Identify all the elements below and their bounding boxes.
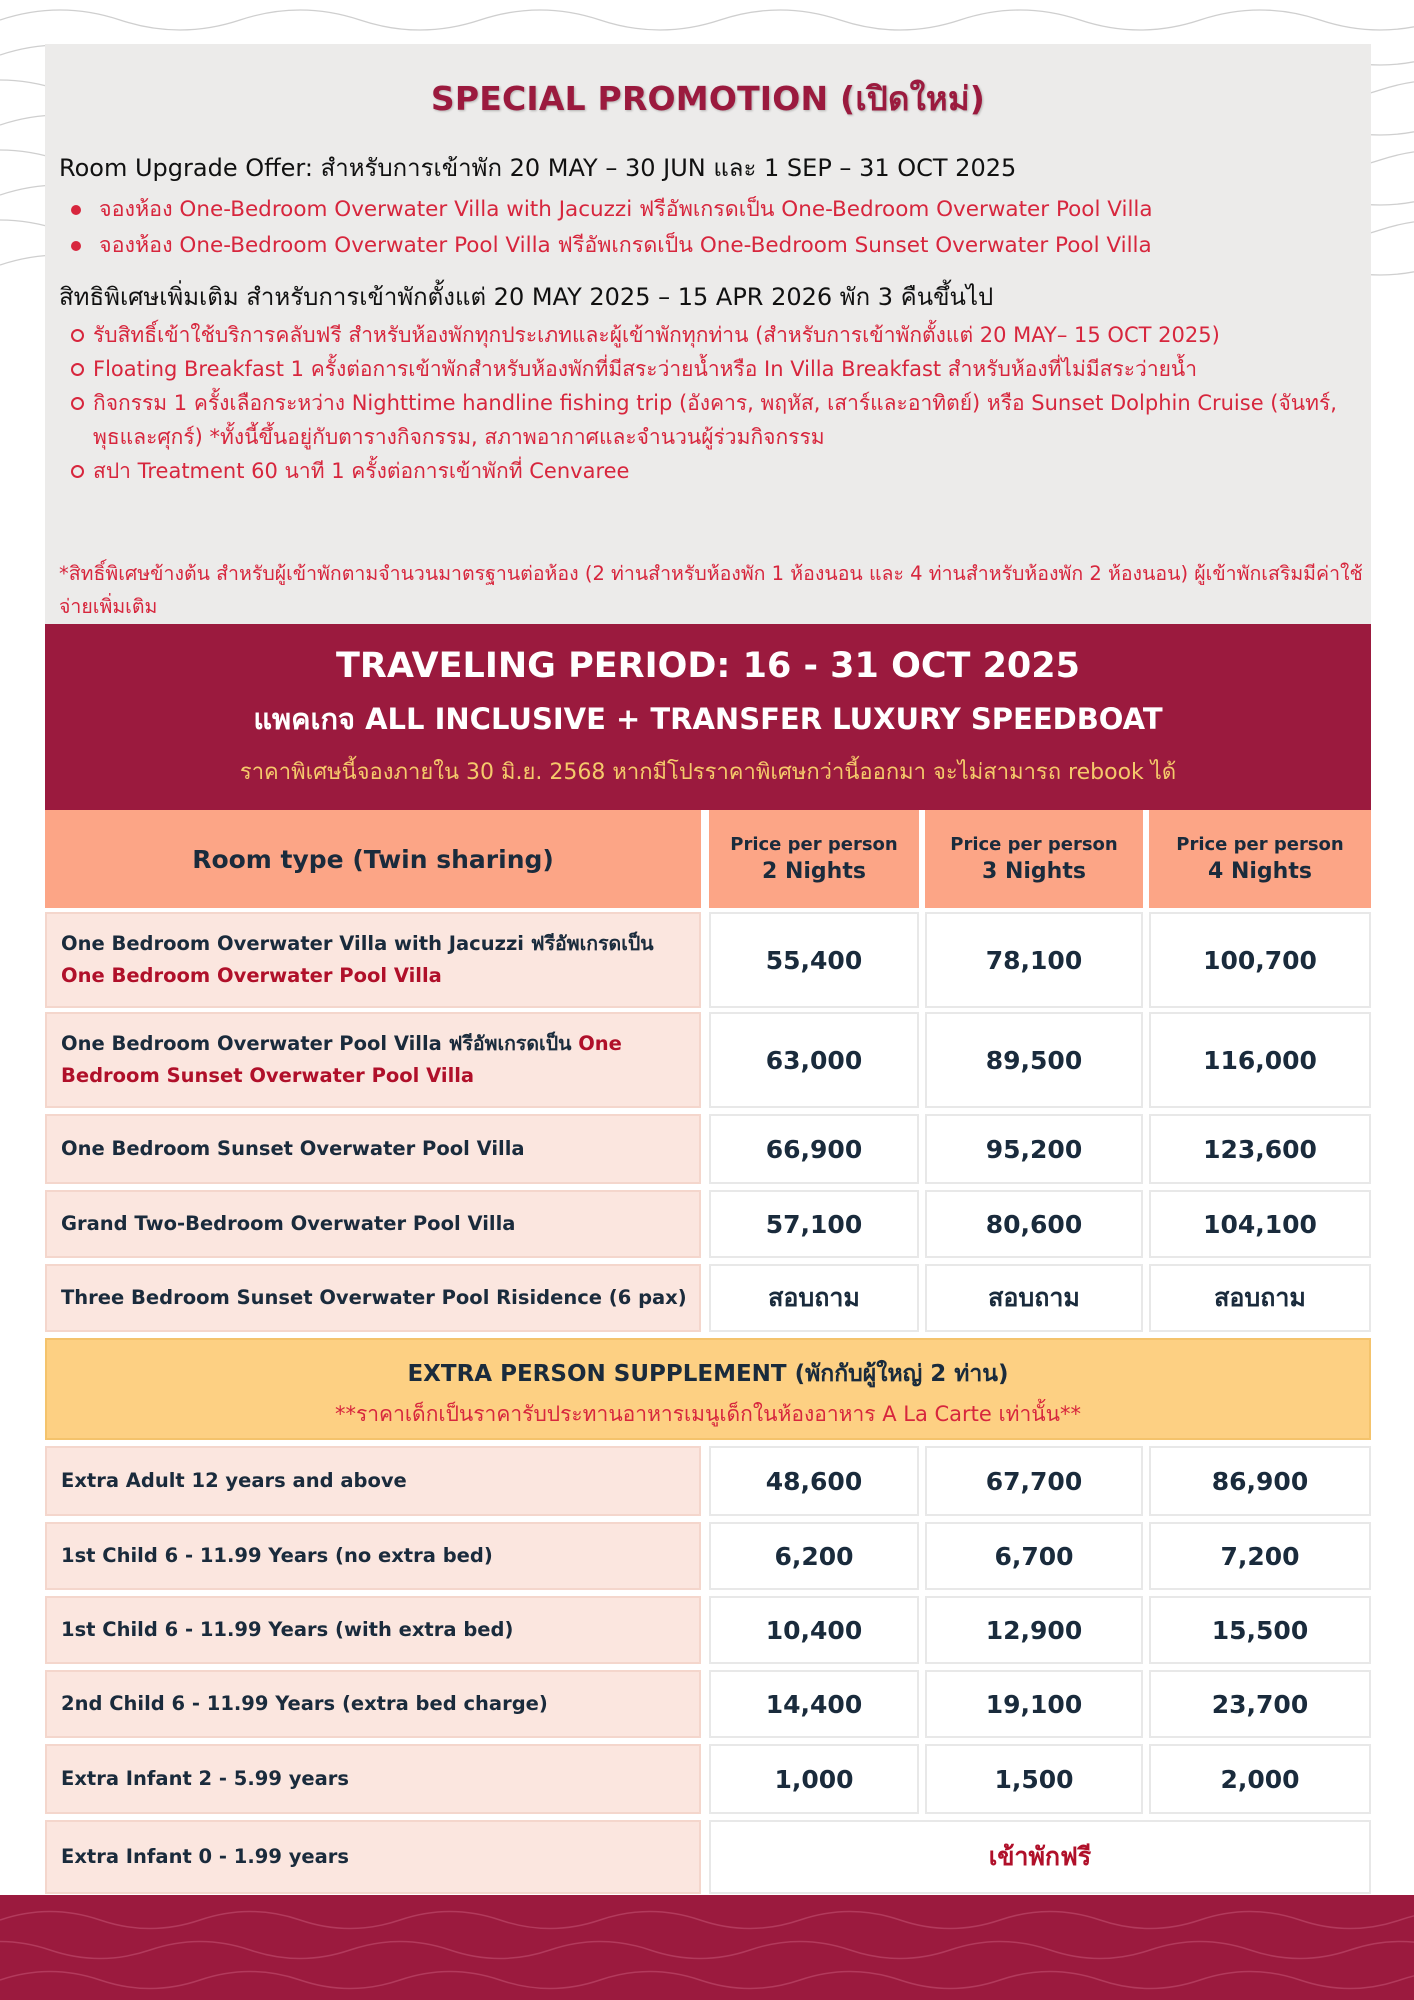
guest-type-name: Extra Adult 12 years and above (61, 1469, 407, 1492)
price-cell (925, 1596, 1143, 1664)
table-row (45, 1670, 1371, 1738)
price-value: 63,000 (765, 1045, 863, 1075)
guest-type-name: 1st Child 6 - 11.99 Years (with extra bed) (61, 1618, 514, 1641)
nights-label: 4 Nights (1208, 859, 1312, 884)
upgrade-offer-text: จองห้อง One-Bedroom Overwater Pool Villa ฟรีอัพเกรดเป็น One-Bedroom Sunset Overwater Pool Villa (99, 233, 1152, 258)
price-cell (1149, 1114, 1371, 1184)
price-value: 100,700 (1203, 945, 1317, 975)
free-stay-cell (709, 1820, 1371, 1894)
table-header-row (45, 810, 1371, 908)
table-row (45, 912, 1371, 1008)
price-cell (1149, 1596, 1371, 1664)
privilege-item (69, 318, 1369, 352)
bullet-circle-icon (71, 329, 84, 342)
price-value: 57,100 (765, 1209, 863, 1239)
price-value: 95,200 (985, 1134, 1083, 1164)
price-value: สอบถาม (988, 1283, 1080, 1312)
price-value: 10,400 (765, 1615, 863, 1645)
privilege-heading: สิทธิพิเศษเพิ่มเติม สำหรับการเข้าพักตั้งแต่ 20 MAY 2025 – 15 APR 2026 พัก 3 คืนขึ้นไป (59, 283, 994, 311)
price-cell (925, 1114, 1143, 1184)
price-header-2-nights (709, 810, 919, 908)
price-cell (925, 1522, 1143, 1590)
guest-type-cell (45, 1596, 701, 1664)
guest-type-name: 1st Child 6 - 11.99 Years (no extra bed) (61, 1544, 493, 1567)
table-row (45, 1820, 1371, 1894)
price-cell (709, 1264, 919, 1332)
price-value: 123,600 (1203, 1134, 1317, 1164)
table-row (45, 1744, 1371, 1814)
guest-type-cell (45, 1522, 701, 1590)
price-value: 86,900 (1211, 1466, 1309, 1496)
price-value: 80,600 (985, 1209, 1083, 1239)
price-value: สอบถาม (1214, 1283, 1306, 1312)
price-cell (925, 1264, 1143, 1332)
room-type-cell (45, 1264, 701, 1332)
supplement-note: **ราคาเด็กเป็นราคารับประทานอาหารเมนูเด็กในห้องอาหาร A La Carte เท่านั้น** (334, 1402, 1082, 1426)
privilege-item (69, 352, 1369, 386)
room-name: One Bedroom Sunset Overwater Pool Villa (61, 1137, 525, 1160)
upgrade-offer-list (59, 192, 1153, 264)
price-value: 78,100 (985, 945, 1083, 975)
free-stay-label: เข้าพักฟรี (988, 1842, 1092, 1871)
nights-label: 2 Nights (762, 859, 866, 884)
price-value: สอบถาม (768, 1283, 860, 1312)
guest-type-cell (45, 1744, 701, 1814)
price-cell (1149, 1670, 1371, 1738)
price-value: 116,000 (1203, 1045, 1317, 1075)
room-type-header: Room type (Twin sharing) (45, 810, 701, 908)
guest-type-cell (45, 1670, 701, 1738)
traveling-period-title: TRAVELING PERIOD: 16 - 31 OCT 2025 (336, 646, 1080, 686)
price-value: 55,400 (765, 945, 863, 975)
price-value: 48,600 (765, 1466, 863, 1496)
table-row (45, 1012, 1371, 1108)
note-line: *สิทธิ์พิเศษข้างต้น สำหรับผู้เข้าพักตามจำนวนมาตรฐานต่อห้อง (2 ท่านสำหรับห้องพัก 1 ห้องนอน และ 4 ท่านสำหรับห้องพัก 2 ห้องนอน) ผู้เข้าพักเสริมมีค่าใช้จ่ายเพิ่มเติม (59, 562, 1363, 618)
price-per-person-label: Price per person (1176, 834, 1344, 855)
price-per-person-label: Price per person (950, 834, 1118, 855)
price-value: 15,500 (1211, 1615, 1309, 1645)
package-subtitle: แพคเกจ ALL INCLUSIVE + TRANSFER LUXURY SPEEDBOAT (253, 702, 1163, 736)
traveling-period-banner (45, 624, 1371, 810)
upgrade-offer-heading: Room Upgrade Offer: สำหรับการเข้าพัก 20 MAY – 30 JUN และ 1 SEP – 31 OCT 2025 (59, 154, 1017, 182)
privilege-list (69, 318, 1369, 488)
room-name (61, 1028, 699, 1092)
price-cell (709, 1596, 919, 1664)
room-name-text: One Bedroom Overwater Pool Villa ฟรีอัพเกรดเป็น (61, 1032, 579, 1055)
price-value: 1,500 (994, 1764, 1074, 1794)
privilege-text: รับสิทธิ์เข้าใช้บริการคลับฟรี สำหรับห้องพักทุกประเภทและผู้เข้าพักทุกท่าน (สำหรับการเข้าพักตั้งแต่ 20 MAY– 15 OCT 2025) (93, 323, 1220, 347)
guest-type-cell (45, 1820, 701, 1894)
price-cell (1149, 1446, 1371, 1516)
footer-wave-band (0, 1895, 1414, 2000)
table-row (45, 1596, 1371, 1664)
price-value: 12,900 (985, 1615, 1083, 1645)
privilege-text: กิจกรรม 1 ครั้งเลือกระหว่าง Nighttime handline fishing trip (อังคาร, พฤหัส, เสาร์และอาทิตย์) หรือ Sunset Dolphin Cruise (จันทร์, พุธและศุกร์) *ทั้งนี้ขึ้นอยู่กับตารางกิจกรรม, สภาพอากาศและจำนวนผู้ร่วมกิจกรรม (93, 391, 1337, 449)
price-value: 67,700 (985, 1466, 1083, 1496)
privilege-item (69, 386, 1369, 454)
price-cell (709, 1522, 919, 1590)
guest-type-name: 2nd Child 6 - 11.99 Years (extra bed charge) (61, 1692, 548, 1715)
price-cell (925, 1012, 1143, 1108)
price-cell (709, 1670, 919, 1738)
price-cell (709, 1744, 919, 1814)
guest-type-name: Extra Infant 0 - 1.99 years (61, 1845, 350, 1868)
upgrade-offer-item (59, 228, 1153, 264)
room-type-cell (45, 1012, 701, 1108)
price-cell (1149, 1264, 1371, 1332)
bullet-dot-icon (71, 205, 81, 215)
price-value: 14,400 (765, 1689, 863, 1719)
table-row (45, 1522, 1371, 1590)
upgrade-room-name: One Bedroom Sunset Overwater Pool Villa (61, 1032, 622, 1087)
promotion-panel (45, 44, 1371, 624)
upgrade-room-name: One Bedroom Overwater Pool Villa (61, 964, 442, 987)
price-cell (1149, 1522, 1371, 1590)
supplement-title: EXTRA PERSON SUPPLEMENT (พักกับผู้ใหญ่ 2 ท่าน) (407, 1361, 1009, 1387)
price-cell (709, 1190, 919, 1258)
price-cell (709, 1012, 919, 1108)
price-value: 89,500 (985, 1045, 1083, 1075)
room-name: Grand Two-Bedroom Overwater Pool Villa (61, 1212, 516, 1235)
table-row (45, 1114, 1371, 1184)
price-value: 19,100 (985, 1689, 1083, 1719)
price-value: 23,700 (1211, 1689, 1309, 1719)
price-header-4-nights (1149, 810, 1371, 908)
table-row (45, 1264, 1371, 1332)
table-row (45, 1190, 1371, 1258)
price-cell (1149, 1744, 1371, 1814)
price-cell (709, 1446, 919, 1516)
price-value: 7,200 (1220, 1541, 1300, 1571)
price-cell (925, 1446, 1143, 1516)
price-cell (925, 1744, 1143, 1814)
extra-person-supplement-header (45, 1338, 1371, 1440)
price-cell (709, 912, 919, 1008)
nights-label: 3 Nights (982, 859, 1086, 884)
upgrade-offer-item (59, 192, 1153, 228)
room-type-cell (45, 912, 701, 1008)
room-name-text: One Bedroom Overwater Villa with Jacuzzi ฟรีอัพเกรดเป็น (61, 932, 654, 955)
guest-type-name: Extra Infant 2 - 5.99 years (61, 1767, 350, 1790)
price-value: 104,100 (1203, 1209, 1317, 1239)
bullet-circle-icon (71, 397, 84, 410)
price-cell (1149, 1012, 1371, 1108)
booking-condition-note: ราคาพิเศษนี้จองภายใน 30 มิ.ย. 2568 หากมีโปรราคาพิเศษกว่านี้ออกมา จะไม่สามารถ rebook ได้ (239, 760, 1177, 785)
room-name: Three Bedroom Sunset Overwater Pool Risidence (6 pax) (61, 1286, 687, 1309)
price-cell (925, 1190, 1143, 1258)
privilege-item (69, 454, 1369, 488)
price-cell (709, 1114, 919, 1184)
table-row (45, 1446, 1371, 1516)
price-per-person-label: Price per person (730, 834, 898, 855)
promotion-title: SPECIAL PROMOTION (เปิดใหม่) (430, 79, 986, 118)
price-cell (1149, 912, 1371, 1008)
price-value: 6,700 (994, 1541, 1074, 1571)
room-name (61, 928, 699, 992)
price-cell (925, 1670, 1143, 1738)
room-type-cell (45, 1114, 701, 1184)
price-value: 1,000 (774, 1764, 854, 1794)
upgrade-offer-text: จองห้อง One-Bedroom Overwater Villa with Jacuzzi ฟรีอัพเกรดเป็น One-Bedroom Overwater Pool Villa (99, 197, 1153, 222)
privilege-text: Floating Breakfast 1 ครั้งต่อการเข้าพักสำหรับห้องพักที่มีสระว่ายน้ำหรือ In Villa Breakfast สำหรับห้องที่ไม่มีสระว่ายน้ำ (93, 357, 1198, 381)
bullet-circle-icon (71, 465, 84, 478)
bullet-dot-icon (71, 241, 81, 251)
privilege-text: สปา Treatment 60 นาที 1 ครั้งต่อการเข้าพักที่ Cenvaree (93, 459, 630, 483)
price-value: 2,000 (1220, 1764, 1300, 1794)
price-cell (925, 912, 1143, 1008)
price-cell (1149, 1190, 1371, 1258)
price-value: 66,900 (765, 1134, 863, 1164)
guest-type-cell (45, 1446, 701, 1516)
room-type-cell (45, 1190, 701, 1258)
price-value: 6,200 (774, 1541, 854, 1571)
bullet-circle-icon (71, 363, 84, 376)
price-header-3-nights (925, 810, 1143, 908)
